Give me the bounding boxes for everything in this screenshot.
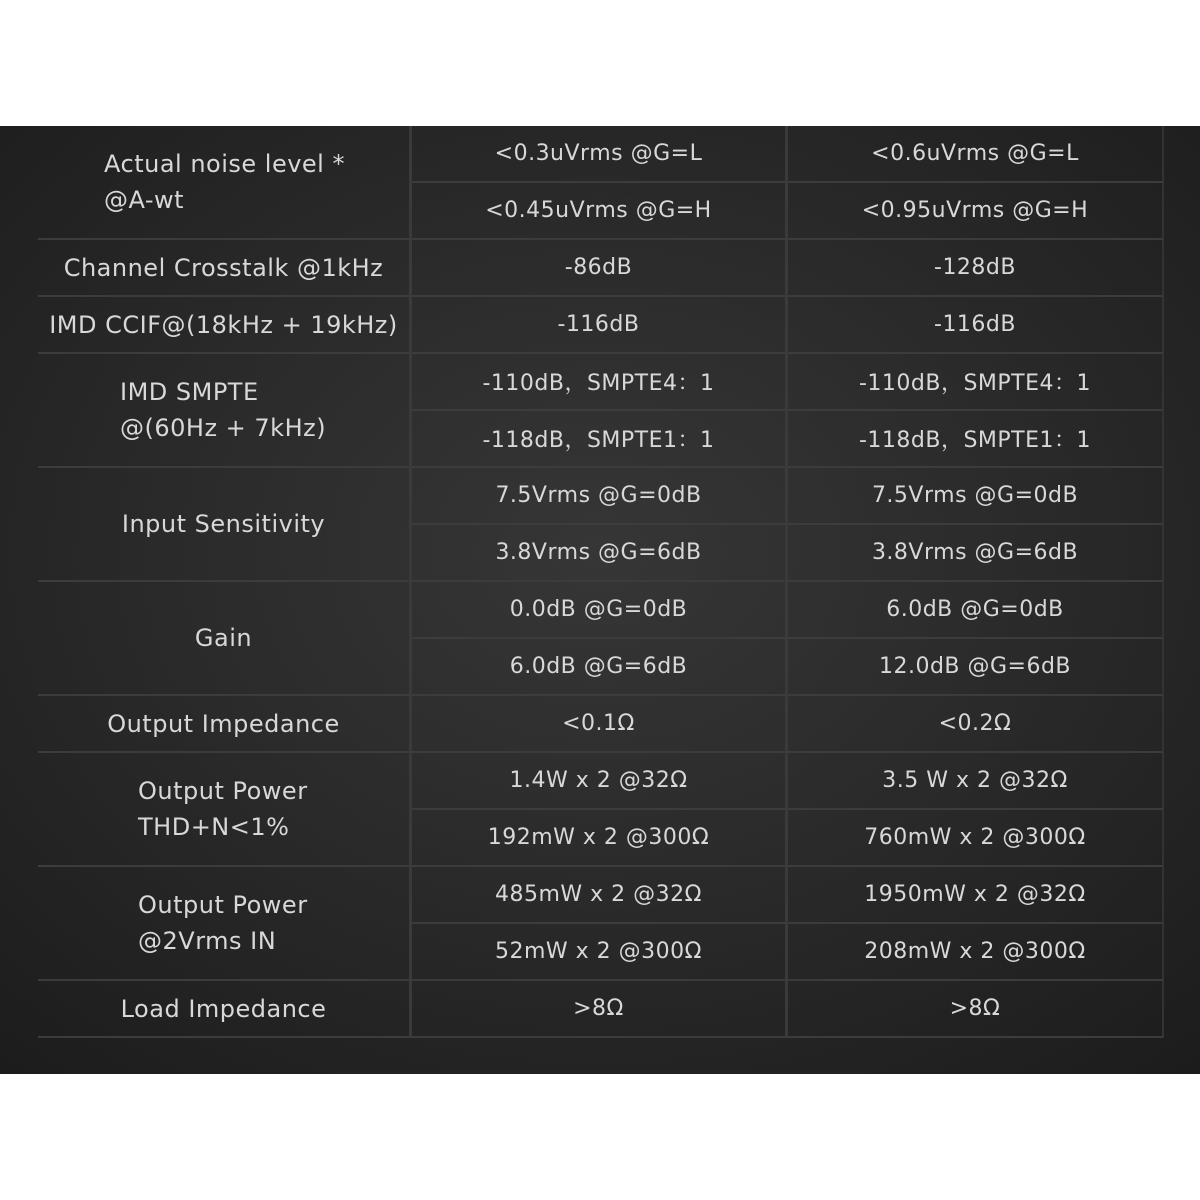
row-label (38, 354, 412, 468)
value-cell-col2: -128dB (788, 240, 1164, 297)
value-cell-col2: -116dB (788, 297, 1164, 354)
value-cell-col2: <0.2Ω (788, 696, 1164, 753)
row-label-line: Gain (194, 624, 253, 652)
row-label (38, 981, 412, 1038)
value-cell-col2: <0.6uVrms @G=L (788, 126, 1164, 183)
value-cell-col1: <0.45uVrms @G=H (412, 183, 788, 240)
value-cell-col2: -110dB，SMPTE4：1 (788, 354, 1164, 411)
value-cell-col2: 3.5 W x 2 @32Ω (788, 753, 1164, 810)
value-cell-col2: 760mW x 2 @300Ω (788, 810, 1164, 867)
row-label (38, 696, 412, 753)
row-label-line: @A-wt (104, 186, 185, 214)
value-cell-col2: >8Ω (788, 981, 1164, 1038)
spec-table (38, 126, 1164, 1038)
value-cell-col1: 485mW x 2 @32Ω (412, 867, 788, 924)
row-label-line: Output Impedance (107, 709, 340, 738)
row-label (38, 468, 412, 582)
value-cell-col1: 7.5Vrms @G=0dB (412, 468, 788, 525)
value-cell-col2: 1950mW x 2 @32Ω (788, 867, 1164, 924)
value-cell-col2: -118dB，SMPTE1：1 (788, 411, 1164, 468)
value-cell-col1: 6.0dB @G=6dB (412, 639, 788, 696)
value-cell-col1: 0.0dB @G=0dB (412, 582, 788, 639)
spec-panel (0, 126, 1200, 1074)
value-cell-col2: 6.0dB @G=0dB (788, 582, 1164, 639)
value-cell-col1: 3.8Vrms @G=6dB (412, 525, 788, 582)
row-label-line: @2Vrms IN (138, 927, 277, 955)
value-cell-col1: >8Ω (412, 981, 788, 1038)
row-label (38, 753, 412, 867)
value-cell-col1: <0.1Ω (412, 696, 788, 753)
row-label-line: IMD CCIF@(18kHz + 19kHz) (49, 310, 398, 339)
value-cell-col1: 192mW x 2 @300Ω (412, 810, 788, 867)
row-label (38, 240, 412, 297)
value-cell-col2: 3.8Vrms @G=6dB (788, 525, 1164, 582)
row-label-line: Input Sensitivity (121, 510, 326, 538)
value-cell-col1: -116dB (412, 297, 788, 354)
row-label-line: Actual noise level * (104, 150, 345, 178)
value-cell-col1: -110dB，SMPTE4：1 (412, 354, 788, 411)
value-cell-col2: 208mW x 2 @300Ω (788, 924, 1164, 981)
value-cell-col1: 52mW x 2 @300Ω (412, 924, 788, 981)
value-cell-col2: <0.95uVrms @G=H (788, 183, 1164, 240)
row-label-line: THD+N<1% (138, 813, 290, 841)
value-cell-col1: -118dB，SMPTE1：1 (412, 411, 788, 468)
row-label-line: Load Impedance (120, 994, 327, 1023)
value-cell-col1: 1.4W x 2 @32Ω (412, 753, 788, 810)
row-label (38, 126, 412, 240)
value-cell-col1: -86dB (412, 240, 788, 297)
value-cell-col2: 7.5Vrms @G=0dB (788, 468, 1164, 525)
row-label-line: IMD SMPTE (120, 378, 259, 406)
row-label-line: Output Power (138, 891, 308, 919)
row-label (38, 297, 412, 354)
row-label (38, 867, 412, 981)
value-cell-col1: <0.3uVrms @G=L (412, 126, 788, 183)
row-label-line: Channel Crosstalk @1kHz (63, 253, 384, 282)
value-cell-col2: 12.0dB @G=6dB (788, 639, 1164, 696)
row-label (38, 582, 412, 696)
row-label-line: Output Power (138, 777, 308, 805)
row-label-line: @(60Hz + 7kHz) (120, 414, 327, 442)
